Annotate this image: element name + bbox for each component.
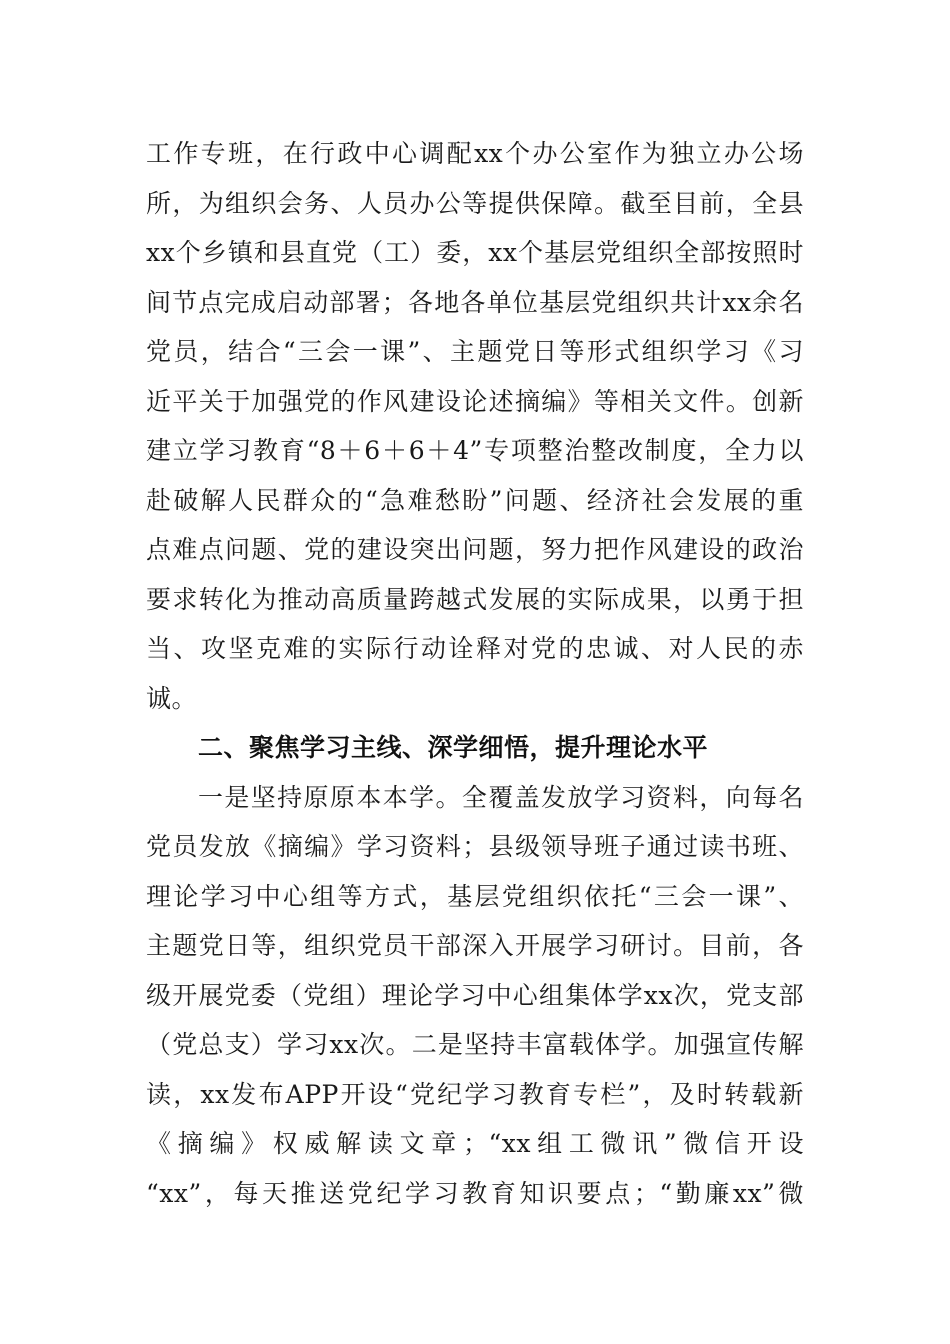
body-text-line: 《摘编》权威解读文章；“xx组工微讯”微信开设 (146, 1129, 804, 1158)
body-text-line: （党总支）学习xx次。二是坚持丰富载体学。加强宣传解 (146, 1030, 804, 1059)
body-text-line: 间节点完成启动部署；各地各单位基层党组织共计xx余名 (146, 288, 804, 317)
body-text-line: “xx”，每天推送党纪学习教育知识要点；“勤廉xx”微 (146, 1179, 804, 1208)
body-text-line: 建立学习教育“8＋6＋6＋4”专项整治整改制度，全力以 (146, 436, 804, 465)
body-text-line: 读，xx发布APP开设“党纪学习教育专栏”，及时转载新 (146, 1080, 804, 1109)
body-text-line: 近平关于加强党的作风建设论述摘编》等相关文件。创新 (146, 387, 804, 416)
body-text-line: 点难点问题、党的建设突出问题，努力把作风建设的政治 (146, 535, 804, 564)
body-text-line: 级开展党委（党组）理论学习中心组集体学xx次，党支部 (146, 981, 804, 1010)
body-text-line: 要求转化为推动高质量跨越式发展的实际成果，以勇于担 (146, 585, 804, 614)
body-text-line: 党员发放《摘编》学习资料；县级领导班子通过读书班、 (146, 832, 804, 861)
body-text-line: 党员，结合“三会一课”、主题党日等形式组织学习《习 (146, 337, 804, 366)
section-heading: 二、聚焦学习主线、深学细悟，提升理论水平 (198, 733, 709, 762)
body-text-line: 工作专班，在行政中心调配xx个办公室作为独立办公场 (146, 139, 804, 168)
body-text-line: 当、攻坚克难的实际行动诠释对党的忠诚、对人民的赤 (146, 634, 804, 663)
body-text-line: 主题党日等，组织党员干部深入开展学习研讨。目前，各 (146, 931, 804, 960)
body-text-line: 一是坚持原原本本学。全覆盖发放学习资料，向每名 (198, 783, 804, 812)
body-text-line: 所，为组织会务、人员办公等提供保障。截至目前，全县 (146, 189, 804, 218)
body-text-line: xx个乡镇和县直党（工）委，xx个基层党组织全部按照时 (146, 238, 804, 267)
body-text-line: 理论学习中心组等方式，基层党组织依托“三会一课”、 (146, 882, 804, 911)
body-text-line: 诚。 (146, 684, 198, 713)
body-text-line: 赴破解人民群众的“急难愁盼”问题、经济社会发展的重 (146, 486, 804, 515)
